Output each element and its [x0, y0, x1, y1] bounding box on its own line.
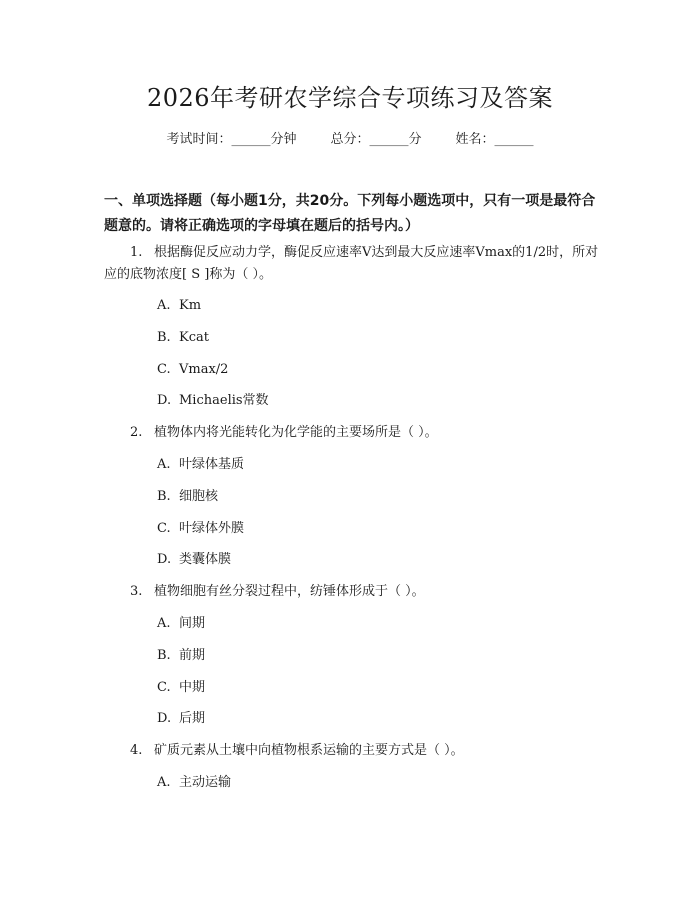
- option-text: 类囊体膜: [179, 552, 232, 567]
- option-letter: C.: [157, 362, 171, 377]
- option-text: 后期: [179, 711, 206, 726]
- question-text: 根据酶促反应动力学，酶促反应速率V达到最大反应速率Vmax的1/2时，所对应的底物浓度[ S ]称为（ ）。: [104, 245, 599, 282]
- question-1-option-c: [157, 360, 228, 380]
- question-2: [104, 422, 600, 444]
- option-text: 叶绿体外膜: [179, 521, 245, 536]
- document-title: 2026年考研农学综合专项练习及答案: [146, 84, 554, 112]
- question-3: [104, 581, 600, 603]
- question-1: [104, 242, 600, 286]
- option-letter: D.: [157, 711, 172, 726]
- question-1-option-b: [157, 328, 209, 348]
- option-letter: B.: [157, 330, 171, 345]
- question-1-option-a: [157, 296, 201, 316]
- section-heading: 一、单项选择题（每小题1分，共20分。下列每小题选项中，只有一项是最符合题意的。请将正确选项的字母填在题后的括号内。）: [104, 193, 596, 234]
- option-text: 叶绿体基质: [179, 457, 245, 472]
- question-4: [104, 740, 600, 762]
- question-3-option-a: [157, 614, 205, 634]
- option-text: 间期: [179, 616, 206, 631]
- option-text: Kcat: [179, 330, 209, 345]
- question-2-option-a: [157, 455, 244, 475]
- question-number: 2.: [130, 425, 143, 440]
- option-letter: C.: [157, 521, 171, 536]
- option-letter: B.: [157, 489, 171, 504]
- option-text: 中期: [179, 680, 206, 695]
- question-2-option-c: [157, 519, 244, 539]
- option-letter: B.: [157, 648, 171, 663]
- question-3-option-b: [157, 646, 205, 666]
- option-letter: A.: [157, 298, 171, 313]
- option-text: 细胞核: [179, 489, 219, 504]
- option-text: 主动运输: [179, 775, 232, 790]
- option-text: Vmax/2: [179, 362, 229, 377]
- exam-meta-line: [0, 130, 700, 150]
- question-text: 植物细胞有丝分裂过程中，纺锤体形成于（ ）。: [154, 584, 425, 599]
- question-text: 植物体内将光能转化为化学能的主要场所是（ ）。: [154, 425, 438, 440]
- question-text: 矿质元素从土壤中向植物根系运输的主要方式是（ ）。: [154, 743, 464, 758]
- question-3-option-d: [157, 709, 205, 729]
- option-letter: D.: [157, 552, 172, 567]
- question-number: 4.: [130, 743, 143, 758]
- question-4-option-a: [157, 773, 231, 793]
- question-3-option-c: [157, 678, 205, 698]
- option-text: Km: [179, 298, 202, 313]
- total-score-field: 总分：______分: [330, 132, 422, 147]
- question-number: 3.: [130, 584, 143, 599]
- option-letter: D.: [157, 393, 172, 408]
- question-2-option-d: [157, 550, 231, 570]
- option-letter: A.: [157, 775, 171, 790]
- option-text: Michaelis常数: [179, 393, 269, 408]
- option-letter: C.: [157, 680, 171, 695]
- question-number: 1.: [130, 245, 143, 260]
- name-field: 姓名：______: [455, 132, 534, 147]
- question-1-option-d: [157, 391, 269, 411]
- option-letter: A.: [157, 457, 171, 472]
- option-text: 前期: [179, 648, 206, 663]
- exam-time-field: 考试时间：______分钟: [166, 132, 297, 147]
- question-2-option-b: [157, 487, 218, 507]
- option-letter: A.: [157, 616, 171, 631]
